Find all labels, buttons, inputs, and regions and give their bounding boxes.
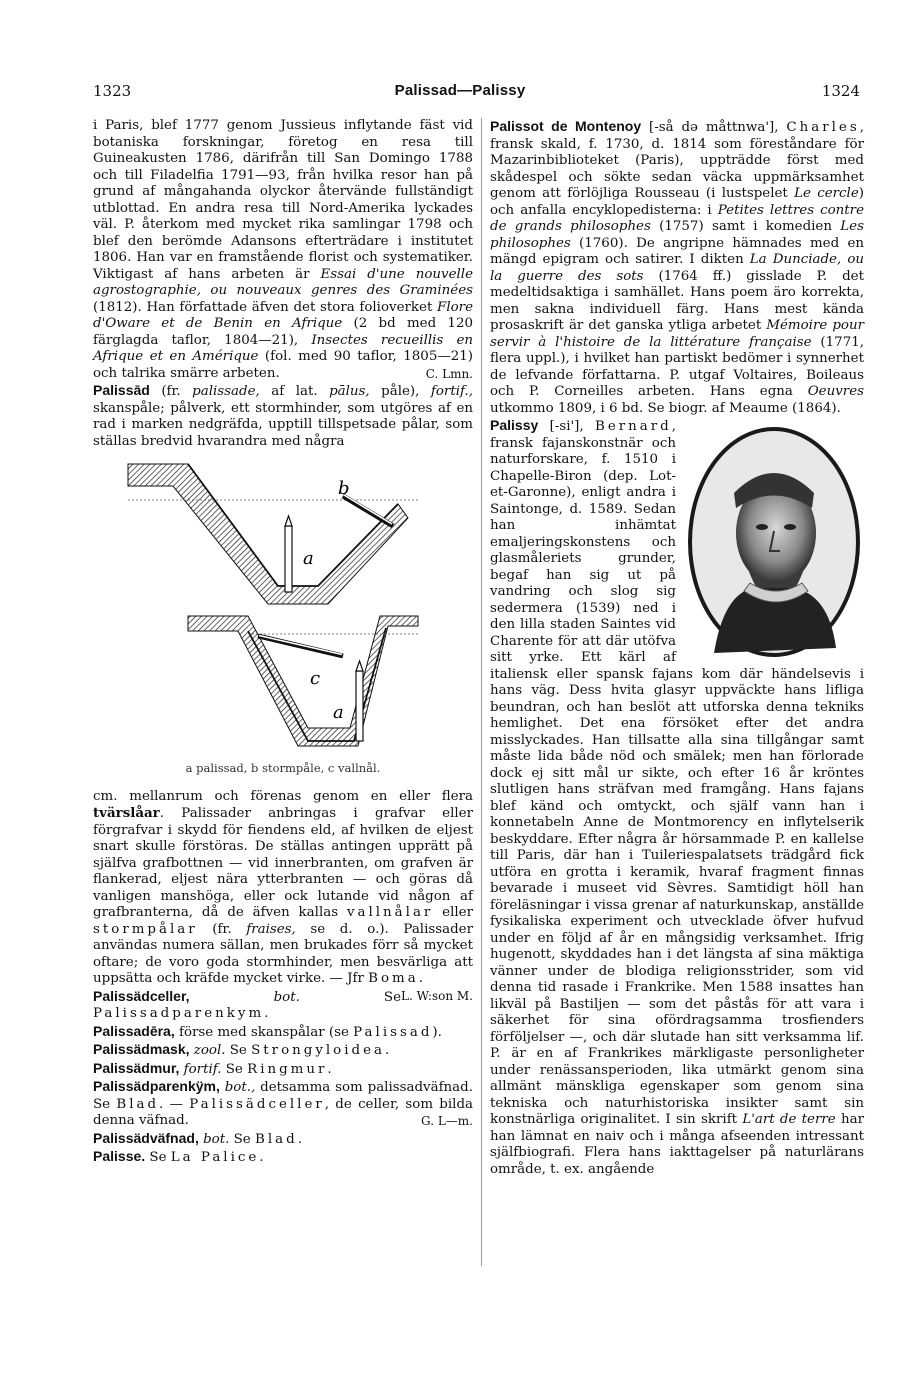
text-run: (fol. med 90 taflor, 1805—21) och talrika smärre arbeten. <box>93 349 473 381</box>
text-run: Palissädceller <box>189 1096 325 1112</box>
text-run: förse med skanspålar (se <box>174 1024 354 1040</box>
text-run: Se <box>145 1150 171 1165</box>
text-run: (fr. <box>149 384 193 399</box>
text-run: . <box>385 1043 390 1058</box>
column-divider <box>481 118 482 1266</box>
text-run: tvärslåar <box>93 805 160 821</box>
text-run: i Paris, blef 1777 genom Jussieus inflytande fäst vid botaniska forskningar, företog en resa till Guineakusten 1786, därifrån till San Domingo 1788 och till Filadelfia 1791—93, från hvilka resor han på grund af mångahanda olyckor återvände fullständigt utblottad. En andra resa till Nord-Amerika lyckades väl. P. återkom med mycket rika samlingar 1798 och blef den berömde Adansons efterträdare i institutet 1806. Han var en framstående florist och systematiker. Viktigast af hans arbeten är <box>93 118 473 282</box>
text-run: Ringmur <box>247 1061 328 1077</box>
text-run: detsamma som palissadväfnad. Se <box>93 1080 473 1112</box>
figure-caption: a palissad, b stormpåle, c vallnål. <box>185 761 381 775</box>
text-run: Petites lettres contre de grands philosophes <box>490 202 864 234</box>
text-run: vallnålar <box>346 905 434 920</box>
text-run: bot. <box>203 1131 230 1147</box>
text-run: zool. <box>193 1043 226 1058</box>
headword: Palissy <box>490 417 539 433</box>
text-run: [-si'], <box>538 419 595 434</box>
label-a-upper: a <box>303 548 314 569</box>
text-run: cm. mellanrum och förenas genom en eller flera <box>93 788 473 804</box>
text-run: Palissadēra, <box>93 1022 175 1039</box>
signature: L. W:son M. <box>401 988 473 1003</box>
signature: G. L—m. <box>421 1114 473 1128</box>
text-run: . <box>264 1006 269 1021</box>
text-run: Se <box>229 1131 255 1147</box>
text-run: (1764 ff.) gisslade P. det medeltidsaktiga i samhället. Hans poem äro korrekta, men sakna individuell färg. Hans mest kända prosaskrift är det ganska ytliga arbetet <box>490 268 864 333</box>
text-run: (fr. <box>197 921 247 937</box>
entry-palissadmask <box>93 1041 473 1060</box>
text-run: Palissadparenkym <box>93 1006 265 1021</box>
entry-palissadera <box>93 1023 473 1042</box>
text-run: Mémoire pour servir à l'histoire de la littérature française <box>490 318 864 350</box>
text-run: stormpålar <box>93 921 198 937</box>
text-run: se d. o.). Palissader användas numera sällan, men brukades förr så mycket oftare; de voro goda stormhinder, men besvärliga att uppsätta och kräfde mycket virke. — Jfr <box>93 921 473 986</box>
text-run: bot. <box>273 989 300 1005</box>
entry-palissadparenkym <box>93 1078 473 1130</box>
text-run: pālus, <box>329 384 370 399</box>
text-run: , fransk skald, f. 1730, d. 1814 som föreståndare för Mazarinbiblioteket (Paris), uppträdde först med skådespel och sökte sedan väcka uppmärksamhet genom att förlöjliga Rousseau (i lustspelet <box>490 120 864 201</box>
left-column <box>93 118 473 1167</box>
text-run: Palissädceller, <box>93 987 190 1004</box>
text-run: Palissädmask, <box>93 1041 190 1057</box>
text-run: , fransk fajanskonstnär och naturforskare, f. 1510 i Chapelle-Biron (dep. Lot-et-Garonne), enligt andra i Saintonge, d. 1589. Sedan han inhämtat emaljeringskonstens och glasmåleriets grunder, begaf han sig ut på vandring och slog sig sedermera (1539) ned i den lilla staden Saintes vid Charente för att där utöfva sitt yrke. Ett kärl af italiensk eller spansk fajans kom där händelsevis i hans väg. Dess hvita glasyr uppväckte hans lifliga beundran, och han beslöt att utforska denna tekniks hemlighet. Det ena försöket efter det andra misslyckades. Han tillsatte alla sina tillgångar samt måste lida både nöd och smälek; men han förlorade dock ej sitt mål ur sikte, och efter 16 år kröntes slutligen hans sträfvan med framgång. Hans fajans blef känd och omtyckt, och själf vann han i konnetabeln Anne de Montmorency en inflytelserik beskyddare. Efter några år hörsammade P. en kallelse till Paris, där han i Tuileriespalatsets trädgård fick utföra en grotta i keramik, hvaraf fragment finnas bevarade i museet vid Sèvres. Samtidigt höll han föreläsningar i vissa grenar af naturkunskap, anställde fysikaliska experiment och utvecklade öfver hufvud under en följd af år en mångsidig verksamhet. Ifrig hugenott, skyddades han i det längsta af sina mäktiga vänner under de blodiga religionsstrider, som vid denna tid rasade i Frankrike. Men 1588 insattes han likväl på Bastiljen — som det påstås för att vara i säkerhet för sina ofördragsamma trosfienders förföljelser —, och där slutade han sitt verksamma lif. P. är en af Frankrikes märkligaste personligheter under renässansperioden, lika utmärkt genom sina allmänt mänskliga egenskaper som genom sina tekniska och naturhistoriska insikter samt sin konstnärliga originalitet. I sin skrift <box>490 419 864 1127</box>
page-number-right: 1324 <box>821 82 860 100</box>
text-run: Strongyloidea <box>251 1043 386 1058</box>
right-column <box>490 118 864 1178</box>
text-run: nwa'], <box>737 120 787 135</box>
label-c: c <box>310 668 321 689</box>
text-run: Le cercle <box>794 186 859 201</box>
text-run: ). <box>432 1024 442 1040</box>
text-run: (2 bd med 120 färglagda taflor, 1804—21), <box>93 316 473 348</box>
entry-palissy <box>490 417 864 1178</box>
text-run: bot., <box>224 1080 256 1095</box>
entry-palissadmur <box>93 1060 473 1079</box>
text-run: utkommo 1809, i 6 bd. Se biogr. af Meaume (1864). <box>490 400 841 416</box>
text-run: La Palice <box>170 1150 260 1165</box>
text-run: Les philosophes <box>490 219 864 251</box>
text-run: Se <box>299 989 402 1005</box>
text-run: (1757) samt i komedien <box>650 219 841 234</box>
text-run: Palisse. <box>93 1148 146 1164</box>
headword: Palissot de Montenoy <box>490 118 642 134</box>
text-run: La Dunciade, ou la guerre des sots <box>490 252 865 284</box>
text-run: L'art de terre <box>742 1112 836 1127</box>
label-b: b <box>338 478 350 499</box>
text-run: skanspåle; pålverk, ett stormhinder, som utgöres af en rad i marken nedgräfda, upptill tillspetsade pålar, som ställas bredvid hvarandra med några <box>93 400 473 449</box>
text-run: fortif. <box>183 1061 222 1077</box>
headword: Palissād <box>93 382 150 398</box>
running-head: Palissad—Palissy <box>394 82 526 99</box>
text-run: fraises, <box>246 921 296 937</box>
page-number-left: 1323 <box>93 82 132 100</box>
text-run: Se <box>225 1043 252 1058</box>
text-run: . <box>259 1150 264 1165</box>
text-run: har han lämnat en naiv och i många afseenden intressant själfbiografi. Flera hans iakttagelser på naturlärans område, t. ex. angående <box>490 1112 864 1177</box>
text-run: (1760). De angripne hämnades med en mängd epigram och satirer. I dikten <box>490 235 864 267</box>
text-run: Bernard <box>594 419 672 434</box>
entry-palisse <box>93 1148 473 1167</box>
text-run: Oeuvres <box>807 384 864 399</box>
text-run: palissade, <box>192 384 260 399</box>
text-run: Palissädmur, <box>93 1059 180 1076</box>
entry-palissadvafnad <box>93 1130 473 1149</box>
text-run: Essai d'une nouvelle agrostographie, ou nouveaux genres des Graminées <box>93 266 474 298</box>
text-run: ) och anfalla encyklopedisterna: i <box>490 186 864 218</box>
entry-palissot <box>490 118 864 417</box>
text-run: Boma <box>368 971 419 986</box>
palisade-diagram <box>118 456 448 756</box>
text-run: Palissädväfnad, <box>93 1129 199 1146</box>
text-run: Flore d'Oware et de Benin en Afrique <box>93 299 473 331</box>
text-run: af lat. <box>259 384 330 399</box>
text-run: (1812). Han författade äfven det stora folioverket <box>93 299 438 315</box>
text-run: eller <box>433 905 473 920</box>
text-run: [-så də mått <box>641 120 738 135</box>
text-run: Charles <box>786 120 860 135</box>
text-run: . Palissader anbringas i grafvar eller förgrafvar i skydd för fiendens eld, af hvilken de eljest snart skulle förstöras. De ställas antingen upprätt på själfva grafbottnen — vid innerbranten, om grafven är flankerad, eljest nära ytterbranten — och göras då vanligen manshöga, eller ock lutande vid någon af grafbranterna, då de äfven kallas <box>93 806 473 920</box>
text-run: Se <box>221 1061 248 1077</box>
text-run: Insectes recueillis en Afrique et en Amérique <box>93 332 474 364</box>
text-run: Palissad <box>353 1024 433 1040</box>
text-run: . <box>418 971 424 986</box>
text-run: . <box>297 1131 302 1147</box>
text-run: påle), <box>369 384 431 399</box>
text-run: . — <box>159 1096 190 1112</box>
portrait-palissy <box>684 423 864 661</box>
text-run: Blad <box>116 1096 160 1112</box>
text-run: , de celler, som bilda denna väfnad. <box>93 1096 473 1128</box>
entry-palissad <box>93 382 473 450</box>
text-run: . <box>327 1061 332 1077</box>
label-a-lower: a <box>333 702 344 723</box>
paragraph-palisot-cont <box>93 118 473 382</box>
text-run: Palissädparenkÿm, <box>93 1078 220 1094</box>
text-run: Blad <box>255 1131 298 1147</box>
signature: C. Lmn. <box>425 366 473 381</box>
text-run: fortif., <box>430 384 473 399</box>
text-run: (1771, flera uppl.), i hvilket han partiskt bedömer i synnerhet de lefvande författarna. P. utgaf Voltaires, Boileaus och P. Corneilles arbeten. Hans egna <box>490 334 864 399</box>
